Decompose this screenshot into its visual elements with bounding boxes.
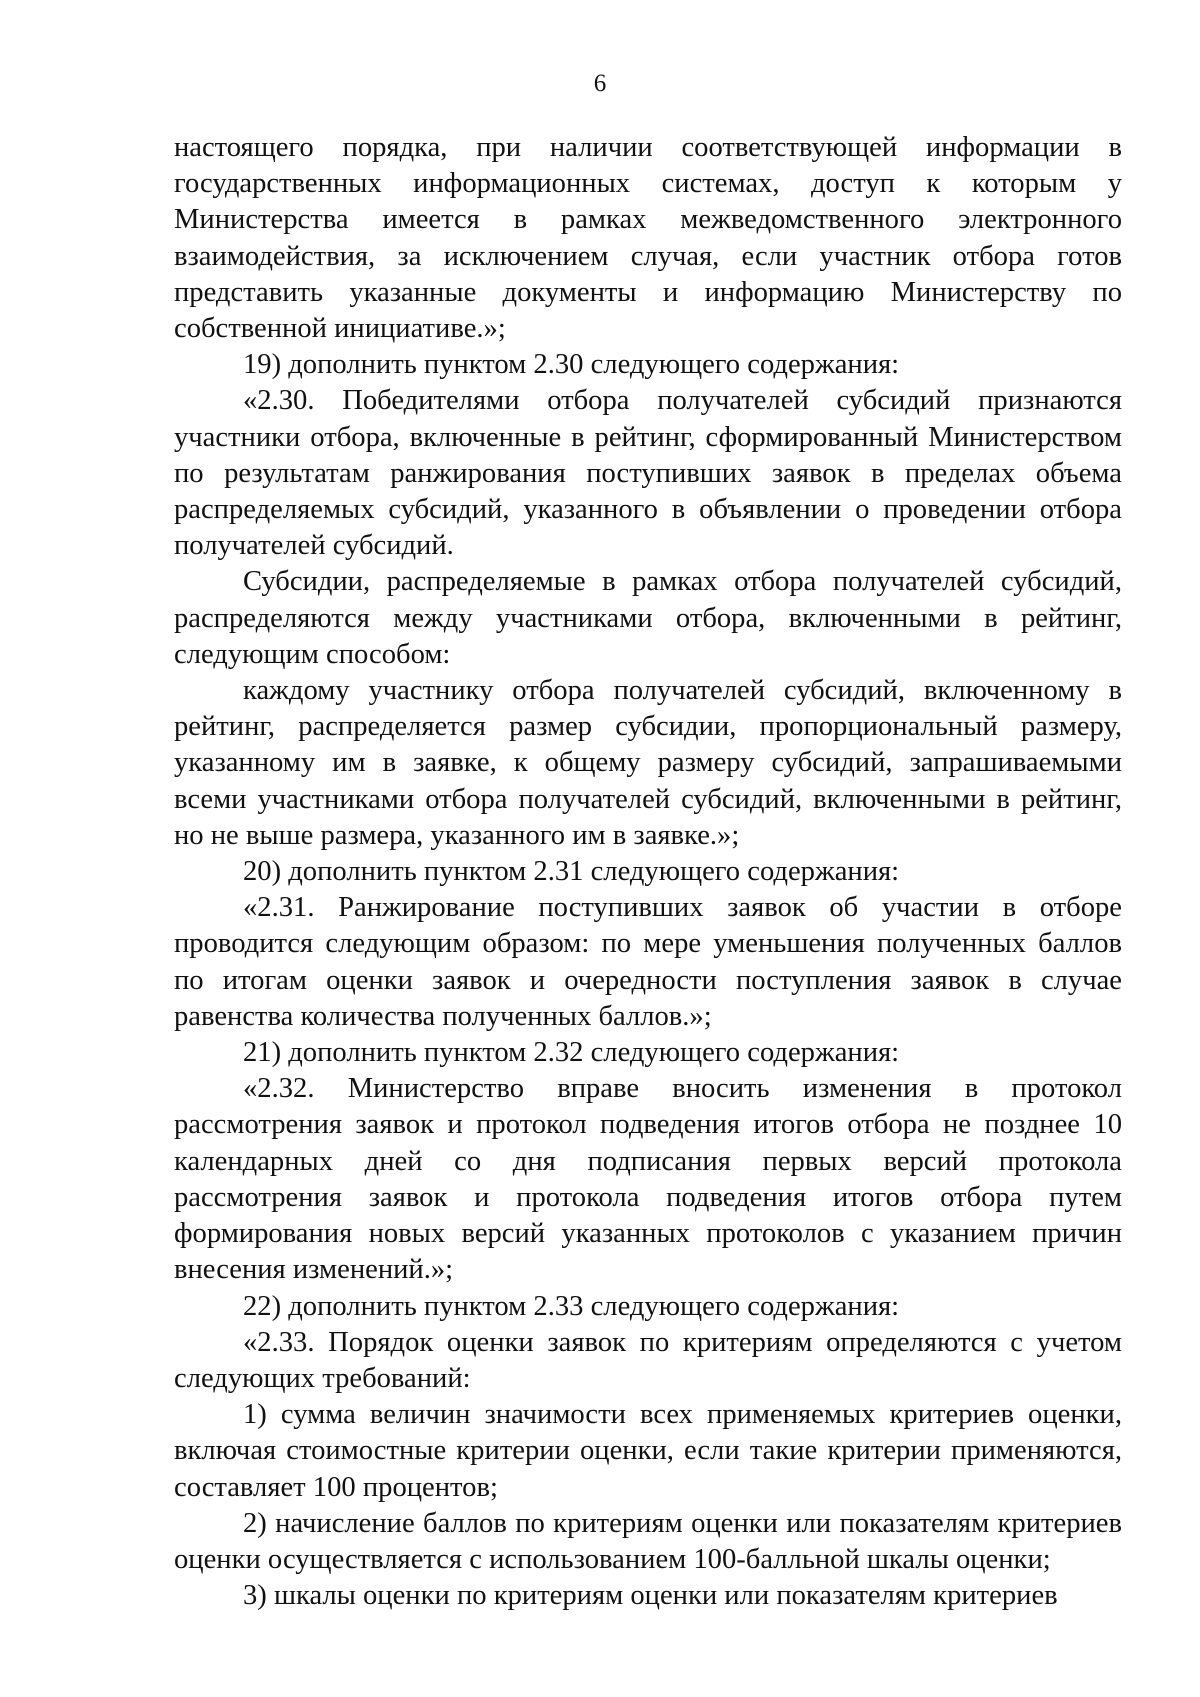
paragraph: настоящего порядка, при наличии соответствующей информации в государственных информационных системах, доступ к которым у Министерства имеется в рамках межведомственного электронного взаимодействия, за исключением случая, если участник отбора готов представить указанные документы и информацию Министерству по собственной инициативе.»; (174, 132, 1122, 345)
paragraph: «2.31. Ранжирование поступивших заявок об участии в отборе проводится следующим образом: по мере уменьшения полученных баллов по итогам оценки заявок и очередности поступления заявок в случае равенства количества полученных баллов.»; (174, 892, 1122, 1032)
paragraph: 3) шкалы оценки по критериям оценки или показателям критериев (243, 1580, 1058, 1612)
paragraph: «2.30. Победителями отбора получателей субсидий признаются участники отбора, включенные в рейтинг, сформированный Министерством по результатам ранжирования поступивших заявок в пределах объема распределяемых субсидий, указанного в объявлении о проведении отбора получателей субсидий. (174, 385, 1122, 562)
paragraph: 21) дополнить пунктом 2.32 следующего содержания: (243, 1037, 900, 1069)
paragraph: 19) дополнить пунктом 2.30 следующего содержания: (243, 349, 900, 381)
paragraph: «2.32. Министерство вправе вносить изменения в протокол рассмотрения заявок и протокол подведения итогов отбора не позднее 10 календарных дней со дня подписания первых версий протокола рассмотрения заявок и протокола подведения итогов отбора путем формирования новых версий указанных протоколов с указанием причин внесения изменений.»; (174, 1073, 1122, 1286)
paragraph: каждому участнику отбора получателей субсидий, включенному в рейтинг, распределяется размер субсидии, пропорциональный размеру, указанному им в заявке, к общему размеру субсидий, запрашиваемыми всеми участниками отбора получателей субсидий, включенными в рейтинг, но не выше размера, указанного им в заявке.»; (174, 675, 1122, 851)
paragraph: «2.33. Порядок оценки заявок по критериям определяются с учетом следующих требований: (174, 1326, 1122, 1394)
paragraph: 1) сумма величин значимости всех применяемых критериев оценки, включая стоимостные критерии оценки, если такие критерии применяются, составляет 100 процентов; (174, 1399, 1122, 1503)
document-body (174, 130, 1122, 1614)
paragraph: 2) начисление баллов по критериям оценки или показателям критериев оценки осуществляется с использованием 100-балльной шкалы оценки; (174, 1507, 1122, 1575)
page-number: 6 (593, 70, 607, 97)
paragraph: 22) дополнить пунктом 2.33 следующего содержания: (243, 1290, 900, 1322)
paragraph: 20) дополнить пунктом 2.31 следующего содержания: (243, 856, 900, 888)
paragraph: Субсидии, распределяемые в рамках отбора получателей субсидий, распределяются между участниками отбора, включенными в рейтинг, следующим способом: (174, 566, 1122, 670)
